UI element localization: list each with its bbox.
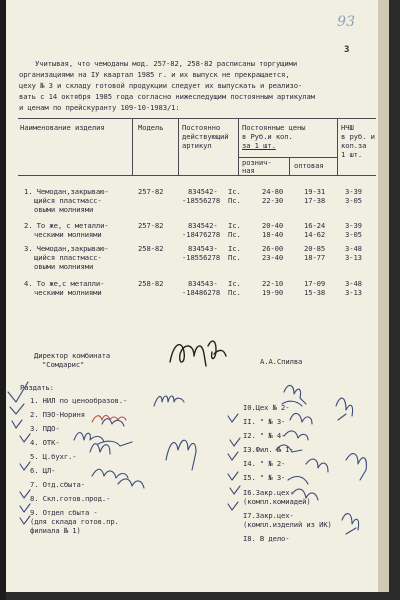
row-nds: 3-39	[345, 187, 362, 196]
director-signature-icon	[164, 336, 230, 376]
row-name: щийся пластмасс-	[34, 196, 102, 205]
header-prices-2: в Руб.и коп.	[242, 132, 293, 141]
row-article: -18486278	[182, 288, 221, 297]
table-header-rule	[18, 175, 376, 176]
row-nds: 3-05	[345, 230, 362, 239]
header-name: Наименование изделия	[20, 123, 105, 132]
col-divider	[132, 118, 133, 175]
row-name: 1. Чемодан,закрываю-	[24, 187, 109, 196]
row-grade: Пс.	[228, 196, 241, 205]
document-page	[6, 0, 389, 592]
distribution-item: 8. Скл.готов.прод.-	[30, 494, 111, 503]
distribution-item: (компл.комиадей)	[243, 497, 311, 506]
red-signature-icon	[90, 412, 130, 426]
header-prices-1: Постоянные цены	[242, 123, 306, 132]
row-article: -18476278	[182, 230, 221, 239]
header-model: Модель	[138, 123, 164, 132]
header-article-2: действующий	[182, 132, 229, 141]
row-wholesale: 17-38	[304, 196, 326, 205]
distribution-item: (для склада готов.пр.	[30, 517, 119, 526]
row-name: 2. То же, с металли-	[24, 221, 109, 230]
distribution-item: I5. " № 3-	[243, 473, 286, 482]
table-top-rule	[18, 118, 376, 119]
row-article: 834542-	[188, 221, 218, 230]
row-name: 3. Чемодан,закрываю-	[24, 244, 109, 253]
row-wholesale: 20-85	[304, 244, 326, 253]
row-wholesale: 18-77	[304, 253, 326, 262]
row-nds: 3-48	[345, 244, 362, 253]
folio-number: 93	[337, 14, 355, 30]
distribution-item: 4. ОТК-	[30, 438, 60, 447]
intro-line-3: цеху № 3 и складу готовой продукции следует их выпускать и реализо-	[19, 81, 303, 90]
distribution-item: 5. Ц.бухг.-	[30, 452, 77, 461]
row-retail: 26-00	[262, 244, 284, 253]
row-wholesale: 17-09	[304, 279, 326, 288]
row-wholesale: 19-31	[304, 187, 326, 196]
row-model: 258-82	[138, 244, 164, 253]
intro-line-1: Учитывая, что чемоданы мод. 257-82, 258-82 расписаны торгущими	[35, 59, 298, 68]
intro-line-2: организациями на IУ квартал 1985 г. и их выпуск не прекращается,	[19, 70, 290, 79]
distribution-item: 6. ЦЛ-	[30, 466, 56, 475]
row-article: -18556278	[182, 253, 221, 262]
row-wholesale: 16-24	[304, 221, 326, 230]
distribution-item: 3. ПДО-	[30, 424, 60, 433]
distribution-item: (компл.изделий из ИК)	[243, 520, 332, 529]
distribution-item: I2. " № 4-	[243, 431, 286, 440]
row-name: 4. То же,с металли-	[24, 279, 105, 288]
distribution-item: 2. ПЭО-Нориня	[30, 410, 85, 419]
row-retail: 22-10	[262, 279, 284, 288]
row-grade: Iс.	[228, 187, 241, 196]
row-wholesale: 14-62	[304, 230, 326, 239]
row-name: ческими молниями	[34, 230, 102, 239]
handwritten-marks-icon	[6, 380, 389, 560]
col-divider	[289, 157, 290, 175]
row-retail: 23-40	[262, 253, 284, 262]
director-name: А.А.Спилва	[260, 357, 303, 366]
header-article-1: Постоянно	[182, 123, 221, 132]
row-retail: 24-80	[262, 187, 284, 196]
header-retail-2: ная	[242, 166, 255, 175]
row-grade: Iс.	[228, 221, 241, 230]
header-nds-4: 1 шт.	[341, 150, 363, 159]
row-model: 258-82	[138, 279, 164, 288]
director-title-1: Директор комбината	[34, 351, 111, 360]
row-grade: Iс.	[228, 244, 241, 253]
intro-line-4: вать с 14 октября 1985 года согласно нижеследущим постоянным артикулам	[19, 92, 315, 101]
header-nds-1: НЧШ	[341, 123, 354, 132]
row-grade: Iс.	[228, 279, 241, 288]
row-nds: 3-13	[345, 253, 362, 262]
row-name: щийся пластмасс-	[34, 253, 102, 262]
col-divider	[238, 118, 239, 175]
row-grade: Пс.	[228, 288, 241, 297]
distribution-item: I7.Закр.цех-	[243, 511, 294, 520]
row-nds: 3-48	[345, 279, 362, 288]
row-nds: 3-39	[345, 221, 362, 230]
row-article: 834543-	[188, 279, 218, 288]
header-wholesale: оптовая	[294, 161, 324, 170]
director-title-2: "Сомдарис"	[42, 360, 85, 369]
header-nds-2: в руб. и	[341, 132, 375, 141]
distribution-item: I4. " № 2-	[243, 459, 286, 468]
row-retail: 20-40	[262, 221, 284, 230]
row-model: 257-82	[138, 221, 164, 230]
row-name: овыми молниями	[34, 205, 94, 214]
row-article: 834542-	[188, 187, 218, 196]
row-nds: 3-05	[345, 196, 362, 205]
row-name: ческими молниями	[34, 288, 102, 297]
distribution-heading: Раздать:	[20, 383, 54, 392]
header-retail: рознич-	[242, 158, 272, 167]
col-divider	[337, 118, 338, 175]
row-article: 834543-	[188, 244, 218, 253]
row-nds: 3-13	[345, 288, 362, 297]
row-model: 257-82	[138, 187, 164, 196]
distribution-item: II. " № 3-	[243, 417, 286, 426]
distribution-item: I3.Фил. № I-	[243, 445, 294, 454]
distribution-item: I0.Цех № 2-	[243, 403, 290, 412]
header-nds-3: коп.за	[341, 141, 367, 150]
page-number: 3	[344, 45, 350, 55]
distribution-item: 9. Отдел сбыта -	[30, 508, 98, 517]
row-name: овыми молниями	[34, 262, 94, 271]
row-grade: Пс.	[228, 230, 241, 239]
row-retail: 22-30	[262, 196, 284, 205]
distribution-item: 1. НИЛ по ценообразов.-	[30, 396, 128, 405]
row-retail: 19-90	[262, 288, 284, 297]
distribution-item: I8. В дело-	[243, 534, 290, 543]
distribution-item: 7. Отд.сбыта-	[30, 480, 85, 489]
row-article: -18556278	[182, 196, 221, 205]
row-grade: Пс.	[228, 253, 241, 262]
row-retail: 18-40	[262, 230, 284, 239]
header-prices-3: за 1 шт.	[242, 141, 276, 150]
distribution-item: I6.Закр.цех-	[243, 488, 294, 497]
header-article-3: артикул	[182, 141, 212, 150]
col-divider	[178, 118, 179, 175]
intro-line-5: и ценам по прейскуранту 109-10-1983/1:	[19, 103, 180, 112]
distribution-item: филиала № 1)	[30, 526, 81, 535]
row-wholesale: 15-38	[304, 288, 326, 297]
